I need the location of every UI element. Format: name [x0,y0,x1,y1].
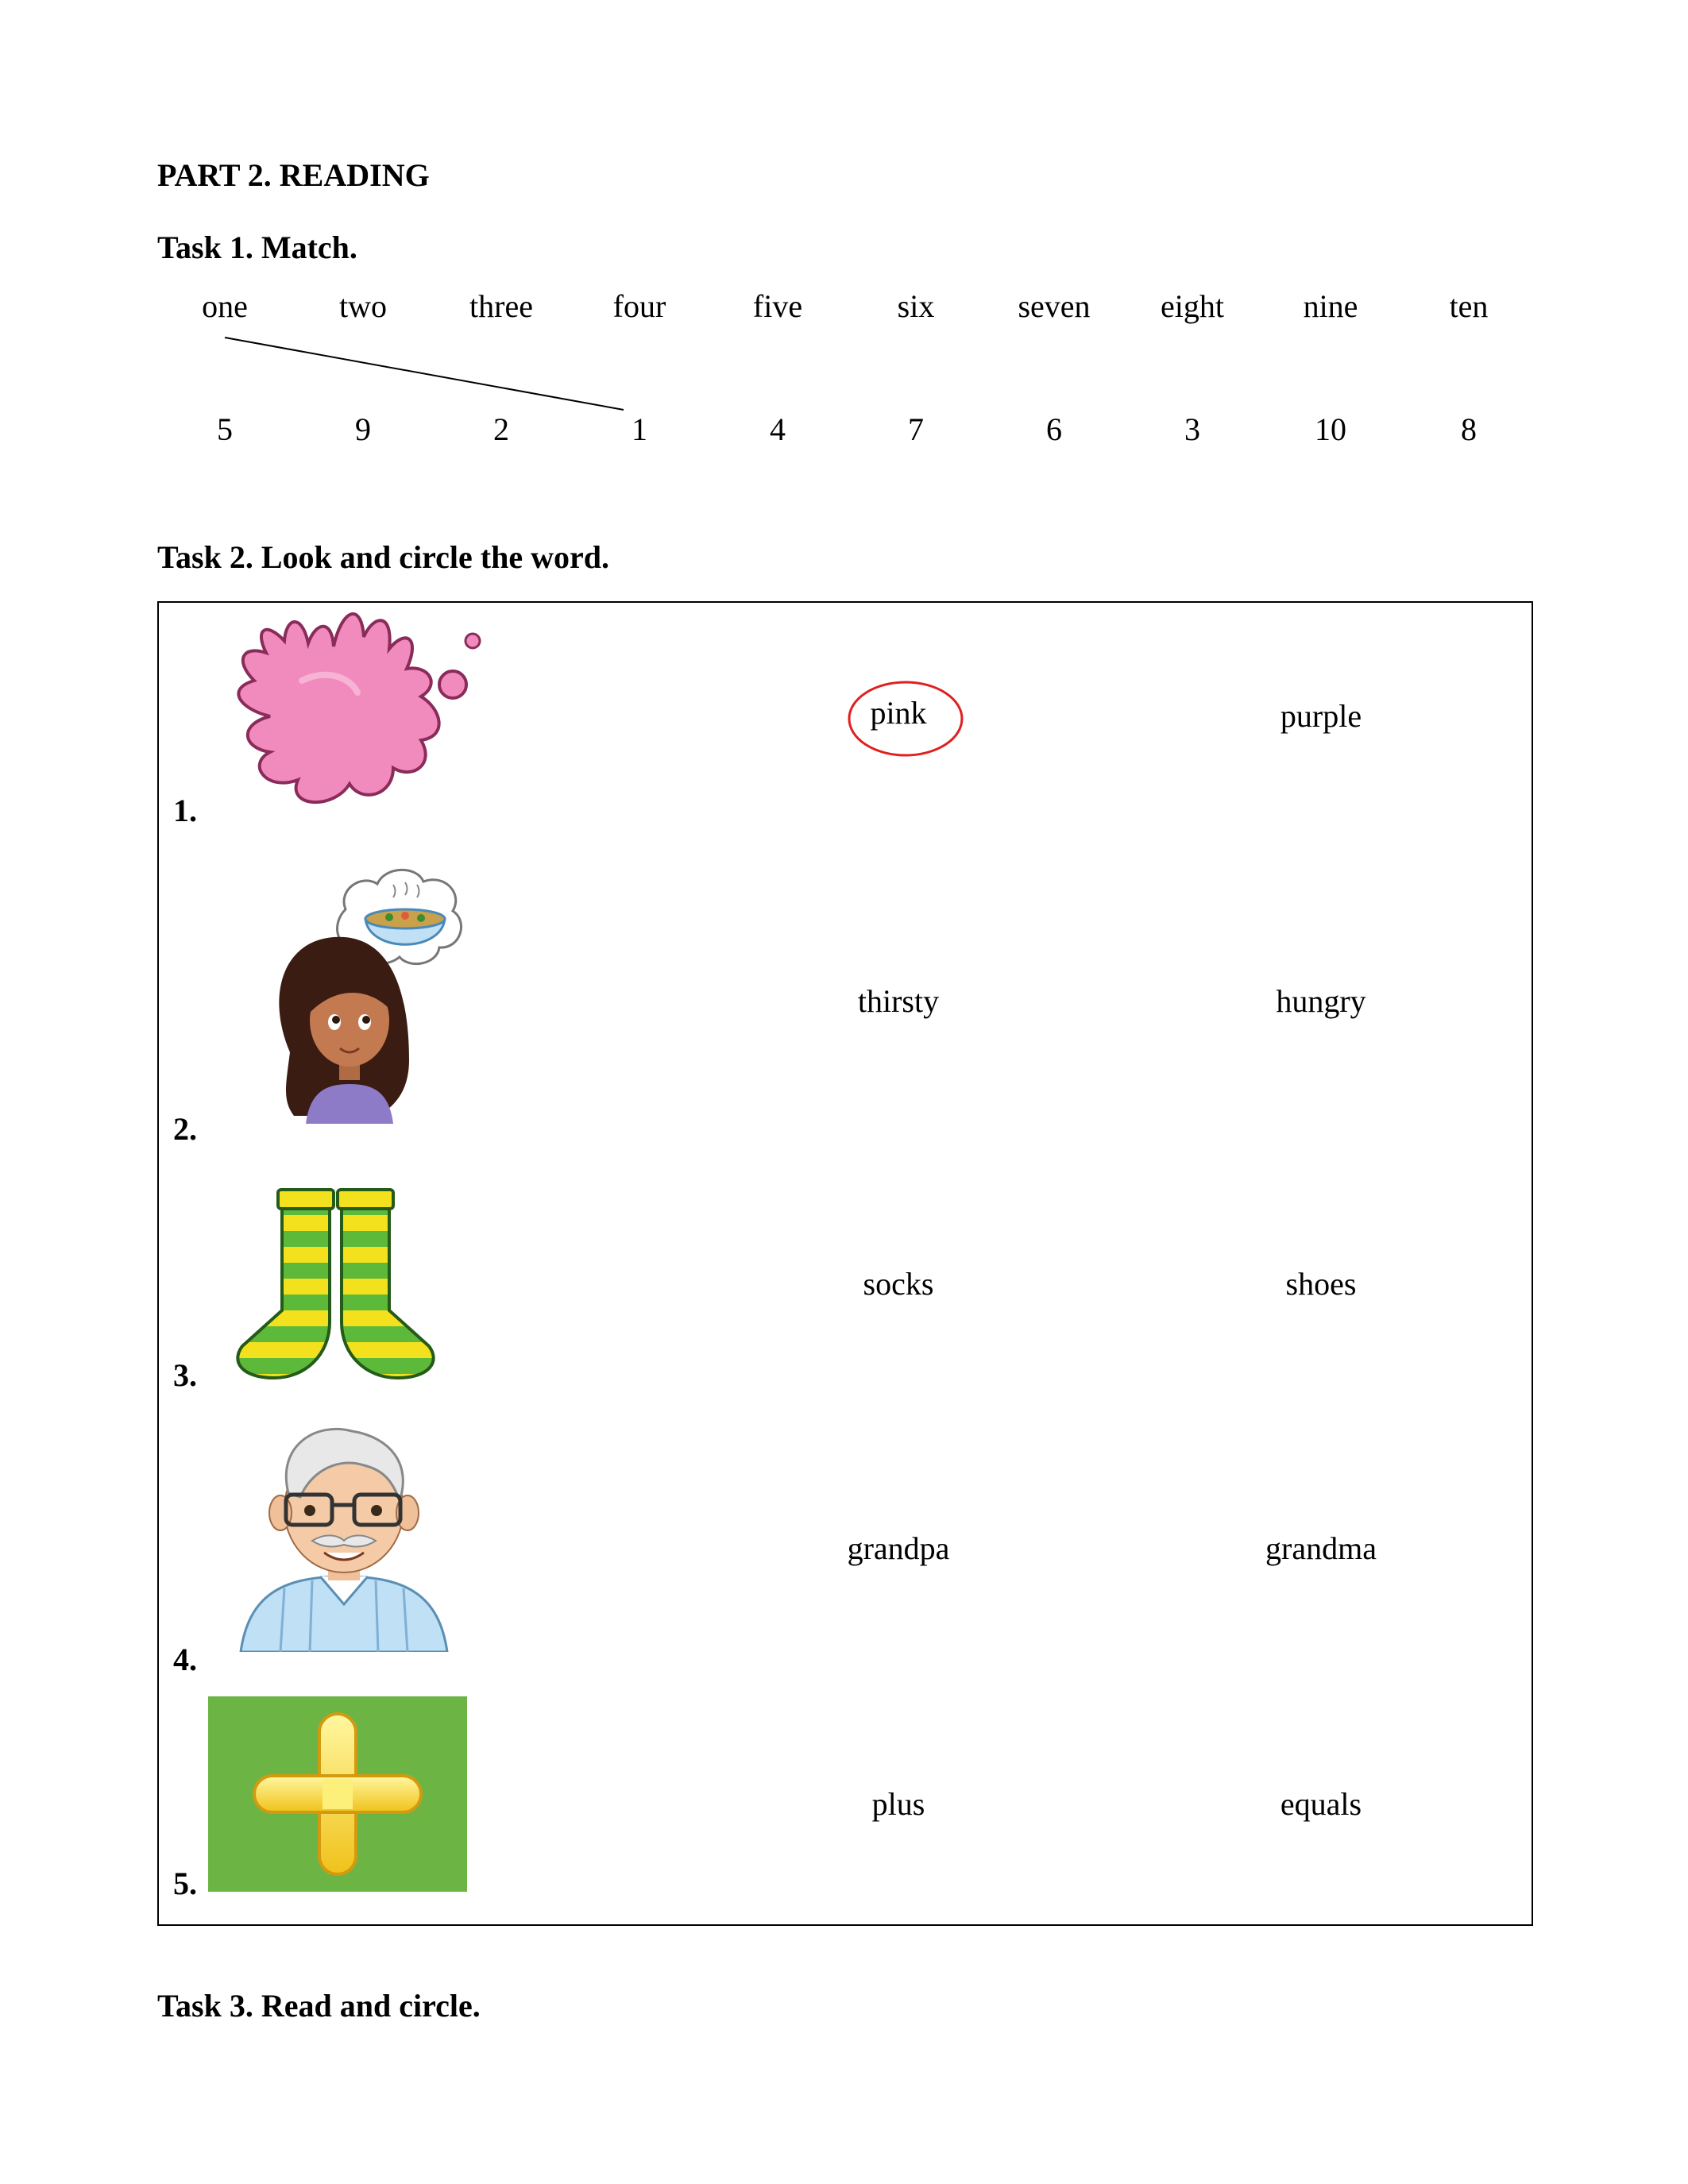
number-item[interactable]: 8 [1461,411,1477,447]
row-number-5: 5. [173,1866,197,1901]
hungry-girl-icon [258,854,473,1124]
task3-title: Task 3. Read and circle. [157,1988,481,2024]
word-two[interactable]: two [339,288,387,324]
row-number-4: 4. [173,1642,197,1677]
word-eight[interactable]: eight [1161,288,1224,324]
number-item[interactable]: 5 [217,411,233,447]
task2-title: Task 2. Look and circle the word. [157,539,609,575]
option-grandpa[interactable]: grandpa [847,1530,950,1566]
example-match-line [0,0,1688,477]
option-purple[interactable]: purple [1280,698,1362,734]
number-item[interactable]: 4 [770,411,786,447]
number-item[interactable]: 6 [1046,411,1062,447]
number-item[interactable]: 2 [493,411,509,447]
word-ten[interactable]: ten [1449,288,1489,324]
pink-splash-icon [222,605,485,813]
number-item[interactable]: 1 [632,411,647,447]
option-pink[interactable]: pink [870,695,927,731]
number-item[interactable]: 10 [1315,411,1346,447]
option-grandma[interactable]: grandma [1265,1530,1377,1566]
option-shoes[interactable]: shoes [1285,1266,1357,1302]
answer-circle [826,677,985,761]
word-five[interactable]: five [752,288,803,324]
number-item[interactable]: 9 [355,411,371,447]
row-number-1: 1. [173,793,197,828]
grandpa-icon [237,1422,451,1652]
part-title: PART 2. READING [157,157,430,193]
option-thirsty[interactable]: thirsty [857,983,940,1019]
option-equals[interactable]: equals [1280,1786,1362,1822]
word-three[interactable]: three [469,288,533,324]
number-item[interactable]: 3 [1184,411,1200,447]
number-item[interactable]: 7 [908,411,924,447]
word-four[interactable]: four [612,288,666,324]
word-seven[interactable]: seven [1018,288,1091,324]
word-nine[interactable]: nine [1303,288,1358,324]
option-hungry[interactable]: hungry [1276,983,1366,1019]
word-six[interactable]: six [897,288,935,324]
option-socks[interactable]: socks [863,1266,934,1302]
word-one[interactable]: one [202,288,248,324]
plus-sign-icon [208,1696,467,1892]
task1-title: Task 1. Match. [157,230,357,265]
socks-icon [226,1183,445,1382]
option-plus[interactable]: plus [871,1786,925,1822]
row-number-3: 3. [173,1357,197,1393]
row-number-2: 2. [173,1111,197,1147]
